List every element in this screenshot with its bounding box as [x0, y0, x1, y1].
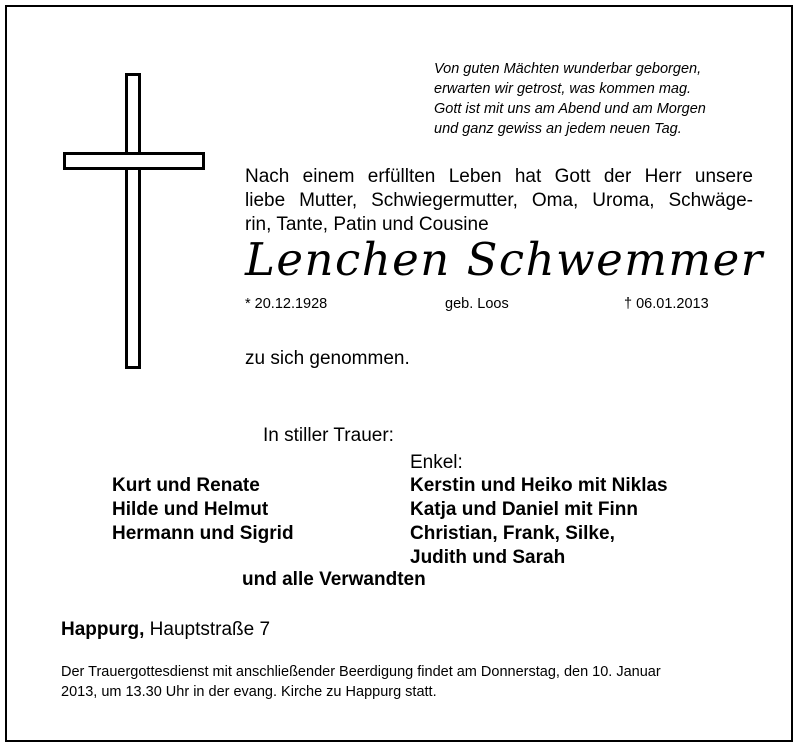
poem-line: erwarten wir getrost, was kommen mag. — [434, 81, 692, 97]
deceased-name: Lenchen Schwemmer — [245, 233, 764, 286]
intro-line: Nach einem erfüllten Leben hat Gott der Herr unsere — [245, 166, 753, 187]
list-item: Kurt und Renate — [112, 475, 260, 496]
cross-center — [128, 155, 138, 167]
list-item: Judith und Sarah — [410, 547, 566, 568]
poem-verse — [434, 59, 764, 139]
grandchildren-heading: Enkel: — [410, 452, 463, 473]
death-date: † 06.01.2013 — [624, 296, 709, 312]
mourning-heading: In stiller Trauer: — [263, 425, 394, 446]
list-item: Hilde und Helmut — [112, 499, 269, 520]
service-info — [61, 662, 751, 702]
poem-line: und ganz gewiss an jedem neuen Tag. — [434, 121, 682, 137]
list-item: Hermann und Sigrid — [112, 523, 294, 544]
closing-text: zu sich genommen. — [245, 348, 410, 369]
cross-vertical-beam — [125, 73, 141, 369]
list-item: Kerstin und Heiko mit Niklas — [410, 475, 668, 496]
poem-line: Gott ist mit uns am Abend und am Morgen — [434, 101, 706, 117]
intro-text — [245, 165, 753, 237]
address — [61, 619, 270, 641]
birth-date: * 20.12.1928 — [245, 296, 328, 312]
intro-line: liebe Mutter, Schwiegermutter, Oma, Uroma, Schwäge- — [245, 190, 753, 211]
grandchildren-list — [410, 474, 668, 570]
service-line: 2013, um 13.30 Uhr in der evang. Kirche zu Happurg statt. — [61, 684, 437, 700]
intro-line: rin, Tante, Patin und Cousine — [245, 214, 489, 235]
relatives-line: und alle Verwandten — [242, 569, 426, 590]
address-town: Happurg, — [61, 619, 145, 640]
children-list — [112, 474, 294, 546]
list-item: Katja und Daniel mit Finn — [410, 499, 639, 520]
list-item: Christian, Frank, Silke, — [410, 523, 615, 544]
obituary-notice — [5, 5, 793, 742]
address-street: Hauptstraße 7 — [149, 619, 271, 640]
poem-line: Von guten Mächten wunderbar geborgen, — [434, 61, 702, 77]
service-line: Der Trauergottesdienst mit anschließender Beerdigung findet am Donnerstag, den 10. Januar — [61, 664, 661, 680]
maiden-name: geb. Loos — [445, 296, 509, 312]
